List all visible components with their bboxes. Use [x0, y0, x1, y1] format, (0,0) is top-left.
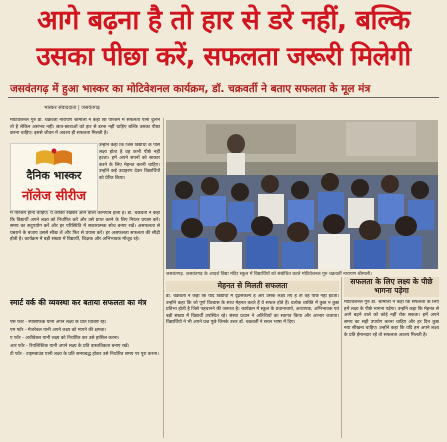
smart-work-heading: स्मार्ट वर्क की व्यवस्था कर बताया सफलता का मंत्र — [10, 298, 147, 307]
photo-caption: जसवंतगढ़. जसवंतगढ़ के आदर्श विद्या मंदिर स्कूल में विद्यार्थियों को संबोधित करते मोटिवेशनल गुरु चक्रवर्ती नारायण श्रीमाली। — [166, 272, 372, 277]
event-photo — [166, 120, 438, 269]
smart-item: टी फॉर - टाइमबाउंड यानी लक्ष्य के प्रति समयबद्ध होकर उसे निर्धारित समय पर पूरा करना। — [10, 352, 159, 358]
middle-box-text: डॉ. चक्रवर्ती ने कहा कि यदि विद्यार्थी में दृढ़संकल्प है और उसके लक्ष्य तय हैं तो वह पीछे नहीं हटता। उन्होंने कहा कि जो पूर्ण विश्वास के साथ मेहनत करते हैं वे सफल होते हैं। प्रत्येक व्यक्ति में कुछ न कुछ प्रतिभा होती है जिसे पहचानने की जरूरत है। कार्यक्रम में स्कूल के प्रधानाचार्य, अध्यापक, अभिभावक एवं बड़ी संख्या में विद्यार्थी उपस्थित रहे। संस्था प्रधान ने अतिथियों का स्वागत किया और आभार जताया। विद्यार्थियों ने भी अपने प्रश्न पूछे जिनके उत्तर डॉ. चक्रवर्ती ने सरल भाषा में दिए। — [166, 294, 339, 326]
divider-rule — [8, 97, 439, 98]
smart-list — [10, 320, 160, 438]
left-column-body: में परिश्रम होना चाहिए। ये तरीका रखकर आने वाला कामयाब होता है। डॉ. चक्रवर्ती ने कहा कि विद्यार्थी अपने लक्ष्य को निर्धारित करें और उसे प्राप्त करने के लिए निरंतर प्रयास करें। समय का सदुपयोग करें और हर परिस्थिति में सकारात्मक सोच बनाए रखें। असफलता से घबराने के बजाय उससे सीख लें और फिर से प्रयास करें। हर असफलता सफलता की सीढ़ी होती है। कार्यक्रम में बड़ी संख्या में विद्यार्थी, शिक्षक और अभिभावक मौजूद रहे। — [10, 211, 160, 243]
headline-line-1: आगे बढ़ना है तो हार से डरे नहीं, बल्कि — [37, 5, 410, 36]
logo-title: दैनिक भास्कर — [26, 169, 82, 182]
book-icon — [35, 148, 73, 166]
subheadline: जसवंतगढ़ में हुआ भास्कर का मोटिवेशनल कार्यक्रम, डॉ. चक्रवर्ती ने बताए सफलता के मूल मंत्र — [10, 83, 371, 95]
right-box-heading: सफलता के लिए लक्ष्य के पीछे भागना पड़ेगा — [344, 277, 439, 297]
audience-photo-image — [166, 120, 438, 269]
column-divider — [163, 118, 164, 438]
smart-item: आर फॉर - रियलिस्टिक यानी अपने लक्ष्य के प्रति वास्तविकता बनाए रखें। — [10, 344, 130, 350]
column-divider-right — [341, 277, 342, 438]
logo-subtitle: नॉलेज सीरीज — [21, 189, 87, 204]
right-box-text: मोटिवेशनल गुरु डॉ. श्रीमाली ने कहा कि सफलता के लिए हमें लक्ष्य के पीछे भागना पड़ेगा। उन्होंने कहा कि मेहनत से आगे बढ़ने वाले को कोई नहीं रोक सकता। हमें अपने समय का सही उपयोग करना चाहिए और हर दिन कुछ नया सीखना चाहिए। उन्होंने कहा कि यदि हम अपने लक्ष्य के प्रति ईमानदार रहें तो सफलता अवश्य मिलती है। — [344, 300, 439, 338]
smart-item: एस फॉर - स्पेसिफिक यानी अपने लक्ष्य के प्रति विशिष्ट रहें। — [10, 320, 107, 325]
smart-item: एम फॉर - मेजरेबल यानी अपने लक्ष्य को मापने की क्षमता। — [10, 328, 107, 334]
middle-box-heading: मेहनत से मिलती सफलता — [166, 281, 339, 292]
headline-line-2: उसका पीछा करें, सफलता जरूरी मिलेगी — [36, 42, 411, 72]
smart-item: ए फॉर - अचीवेबल यानी लक्ष्य को निर्धारित कर उसे हासिल करना। — [10, 336, 120, 342]
bhaskar-knowledge-series-logo — [10, 143, 98, 211]
left-column-side-paragraph: उन्होंने कहा कि जिस विद्यार्थी के पास लक्ष्य होता है वह कभी पीछे नहीं हटता। हमें अपने सपनों को साकार करने के लिए मेहनत करनी चाहिए। उन्होंने कई उदाहरण देकर विद्यार्थियों को प्रेरित किया। — [99, 143, 160, 181]
left-column-top-paragraph: मोटिवेशनल गुरु डॉ. चक्रवर्ती नारायण श्रीमाली ने कहा कि परिश्रम में सफलता पाना दुर्लभ तो है लेकिन असंभव नहीं। छात्र-छात्राओं को हार से डरना नहीं चाहिए बल्कि उसका पीछा करना चाहिए। इससे जीवन में अवश्य ही सफलता मिलती है। — [10, 118, 160, 137]
dateline: भास्कर संवाददाता | जसवंतगढ़ — [44, 105, 100, 111]
